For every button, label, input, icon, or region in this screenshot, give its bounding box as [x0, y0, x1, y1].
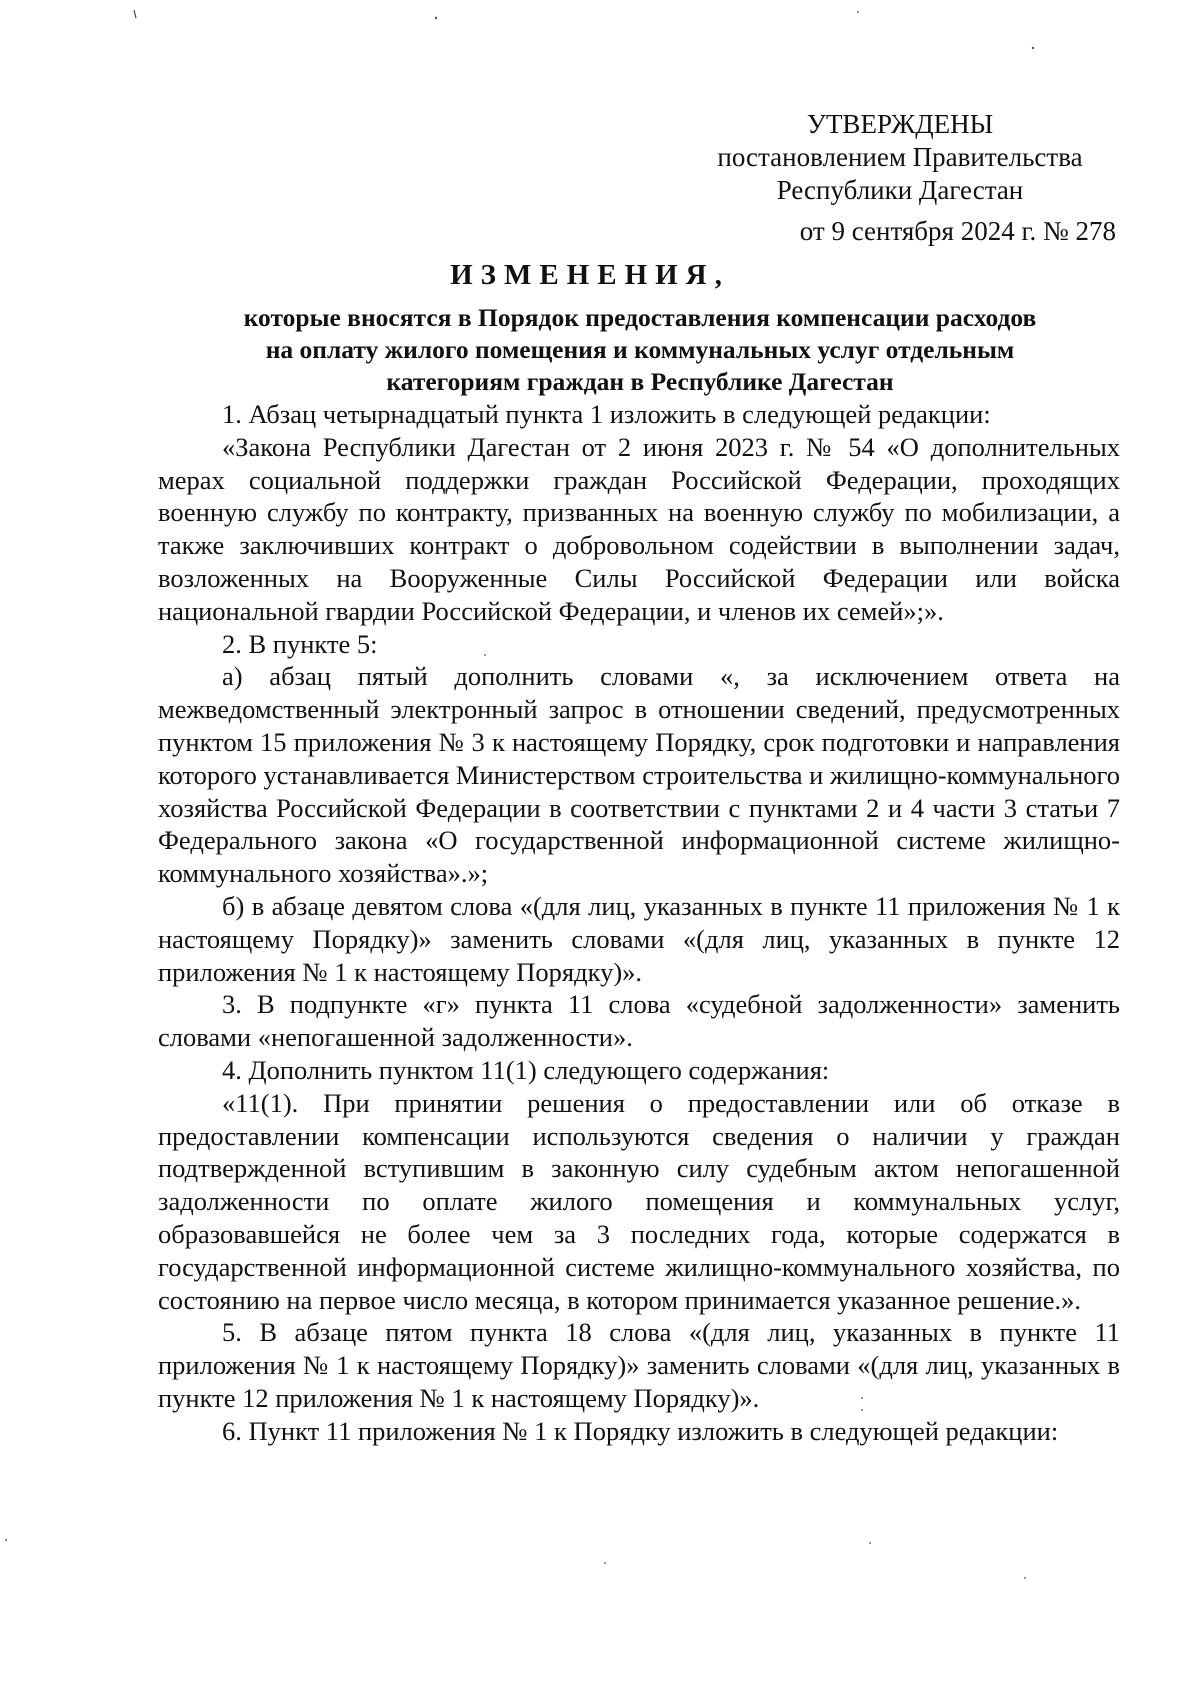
scan-speck [435, 17, 437, 19]
title-sub-line-1: которые вносятся в Порядок предоставления компенсации расходов [243, 303, 1037, 332]
document-body [158, 398, 1120, 1448]
scan-speck [1024, 1577, 1026, 1579]
paragraph-9: 5. В абзаце пятом пункта 18 слова «(для лиц, указанных в пункте 11 приложения № 1 к настоящему Порядку)» заменить словами «(для лиц, указанных в пункте 12 приложения № 1 к настоящему Порядку)». [158, 1317, 1120, 1413]
scan-speck [134, 10, 136, 18]
title-subtitle [160, 302, 1120, 398]
paragraph-4: а) абзац пятый дополнить словами «, за исключением ответа на межведомственный электронный запрос в отношении сведений, предусмотренных пунктом 15 приложения № 3 к настоящему Порядку, срок подготовки и направления которого устанавливается Министерством строительства и жилищно-коммунального хозяйства Российской Федерации в соответствии с пунктами 2 и 4 части 3 статьи 7 Федерального закона «О государственной информационной системе жилищно-коммунального хозяйства».»; [158, 661, 1120, 889]
document-title [160, 258, 1120, 398]
scan-speck [857, 11, 859, 13]
approval-stamp [690, 108, 1116, 248]
paragraph-8: «11(1). При принятии решения о предоставлении или об отказе в предоставлении компенсации используются сведения о наличии у граждан подтвержденной вступившим в законную силу судебным актом непогашенной задолженности по оплате жилого помещения и коммунальных услуг, образовавшейся не более чем за 3 последних года, которые содержатся в государственной информационной системе жилищно-коммунального хозяйства, по состоянию на первое число месяца, в котором принимается указанное решение.». [158, 1087, 1120, 1315]
scan-speck [1032, 47, 1034, 49]
scan-speck [5, 1539, 7, 1541]
scan-speck [869, 1542, 871, 1544]
approval-line-2: Республики Дагестан [776, 175, 1024, 205]
approval-heading: УТВЕРЖДЕНЫ [806, 109, 994, 139]
paragraph-7: 4. Дополнить пунктом 11(1) следующего содержания: [222, 1054, 830, 1085]
title-sub-line-3: категориям граждан в Республике Дагестан [386, 367, 894, 396]
approval-date: от 9 сентября 2024 г. № 278 [799, 216, 1116, 246]
scan-speck [604, 1562, 606, 1564]
paragraph-1: 1. Абзац четырнадцатый пункта 1 изложить в следующей редакции: [222, 399, 991, 429]
paragraph-6: 3. В подпункте «г» пункта 11 слова «судебной задолженности» заменить словами «непогашенной задолженности». [158, 989, 1120, 1053]
paragraph-2: «Закона Республики Дагестан от 2 июня 2023 г. № 54 «О дополнительных мерах социальной поддержки граждан Российской Федерации, проходящих военную службу по контракту, призванных на военную службу по мобилизации, а также заключивших контракт о добровольном содействии в выполнении задач, возложенных на Вооруженные Силы Российской Федерации или войска национальной гвардии Российской Федерации, и членов их семей»;». [158, 431, 1120, 626]
paragraph-3: 2. В пункте 5: [222, 628, 378, 659]
approval-line-1: постановлением Правительства [717, 142, 1083, 172]
title-main: ИЗМЕНЕНИЯ, [450, 259, 730, 291]
title-sub-line-2: на оплату жилого помещения и коммунальных услуг отдельным [265, 335, 1015, 364]
paragraph-10: 6. Пункт 11 приложения № 1 к Порядку изложить в следующей редакции: [222, 1415, 1059, 1446]
paragraph-5: б) в абзаце девятом слова «(для лиц, указанных в пункте 11 приложения № 1 к настоящему Порядку)» заменить словами «(для лиц, указанных в пункте 12 приложения № 1 к настоящему Порядку)». [158, 890, 1120, 987]
